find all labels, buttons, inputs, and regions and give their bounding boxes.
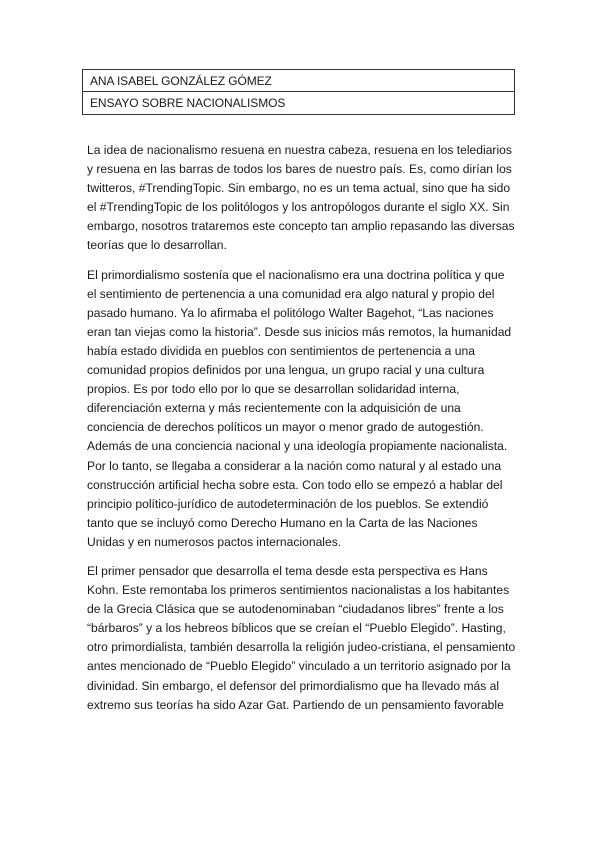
text-line: propios. Es por todo ello por lo que se desarrollan solidaridad interna,: [87, 382, 460, 397]
text-line: extremo sus teorías ha sido Azar Gat. Partiendo de un pensamiento favorable: [87, 697, 504, 712]
text-line: comunidad propios definidos por una lengua, un grupo racial y una cultura: [87, 363, 485, 378]
essay-title: ENSAYO SOBRE NACIONALISMOS: [90, 96, 286, 110]
text-line: conciencia de derechos políticos un mayor o menor grado de autogestión.: [87, 420, 484, 435]
text-line: El primer pensador que desarrolla el tema desde esta perspectiva es Hans: [87, 563, 488, 578]
text-line: el #TrendingTopic de los politólogos y los antropólogos durante el siglo XX. Sin: [87, 200, 510, 215]
paragraph-1: [87, 141, 523, 256]
text-line: principio político-jurídico de autodeterminación de los pueblos. Se extendió: [87, 496, 489, 511]
text-line: pasado humano. Ya lo afirmaba el politólogo Walter Bagehot, “Las naciones: [87, 305, 494, 320]
text-line: “bárbaros” y a los hebreos bíblicos que se creían el “Pueblo Elegido”. Hasting,: [87, 621, 506, 636]
essay-body: [87, 141, 523, 725]
author-name: ANA ISABEL GONZÁLEZ GÓMEZ: [83, 70, 514, 92]
text-line: twitteros, #TrendingTopic. Sin embargo, no es un tema actual, sino que ha sido: [87, 181, 511, 196]
paragraph-3: [87, 562, 523, 715]
text-line: y resuena en las barras de todos los bares de nuestro país. Es, como dirían los: [87, 162, 512, 177]
text-line: Por lo tanto, se llegaba a considerar a la nación como natural y al estado una: [87, 458, 502, 473]
text-line: diferenciación externa y más recientemente con la adquisición de una: [87, 401, 461, 416]
paragraph-2: [87, 266, 523, 552]
text-line: La idea de nacionalismo resuena en nuestra cabeza, resuena en los telediarios: [87, 143, 512, 157]
text-line: Kohn. Este remontaba los primeros sentimientos nacionalistas a los habitantes: [87, 583, 510, 598]
text-line: antes mencionado de “Pueblo Elegido” vinculado a un territorio asignado por la: [87, 659, 511, 674]
text-line: construcción artificial hecha sobre esta. Con todo ello se empezó a hablar del: [87, 477, 503, 492]
text-line: el sentimiento de pertenencia a una comunidad era algo natural y propio del: [87, 286, 495, 301]
header-table: [82, 69, 515, 115]
text-line: divinidad. Sin embargo, el defensor del primordialismo que ha llevado más al: [87, 678, 500, 693]
text-line: eran tan viejas como la historia”. Desde sus inicios más remotos, la humanidad: [87, 324, 512, 339]
text-line: otro primordialista, también desarrolla la religión judeo-cristiana, el pensamiento: [87, 640, 516, 655]
text-line: El primordialismo sostenía que el nacionalismo era una doctrina política y que: [87, 267, 505, 282]
text-line: Además de una conciencia nacional y una ideología propiamente nacionalista.: [87, 439, 508, 454]
text-line: Unidas y en numerosos pactos internacionales.: [87, 534, 342, 549]
text-line: embargo, nosotros trataremos este concepto tan amplio repasando las diversas: [87, 219, 515, 234]
text-line: de la Grecia Clásica que se autodenominaban “ciudadanos libres” frente a los: [87, 602, 504, 617]
text-line: teorías que lo desarrollan.: [87, 238, 227, 253]
text-line: tanto que se incluyó como Derecho Humano en la Carta de las Naciones: [87, 515, 478, 530]
text-line: había estado dividida en pueblos con sentimientos de pertenencia a una: [87, 343, 475, 358]
